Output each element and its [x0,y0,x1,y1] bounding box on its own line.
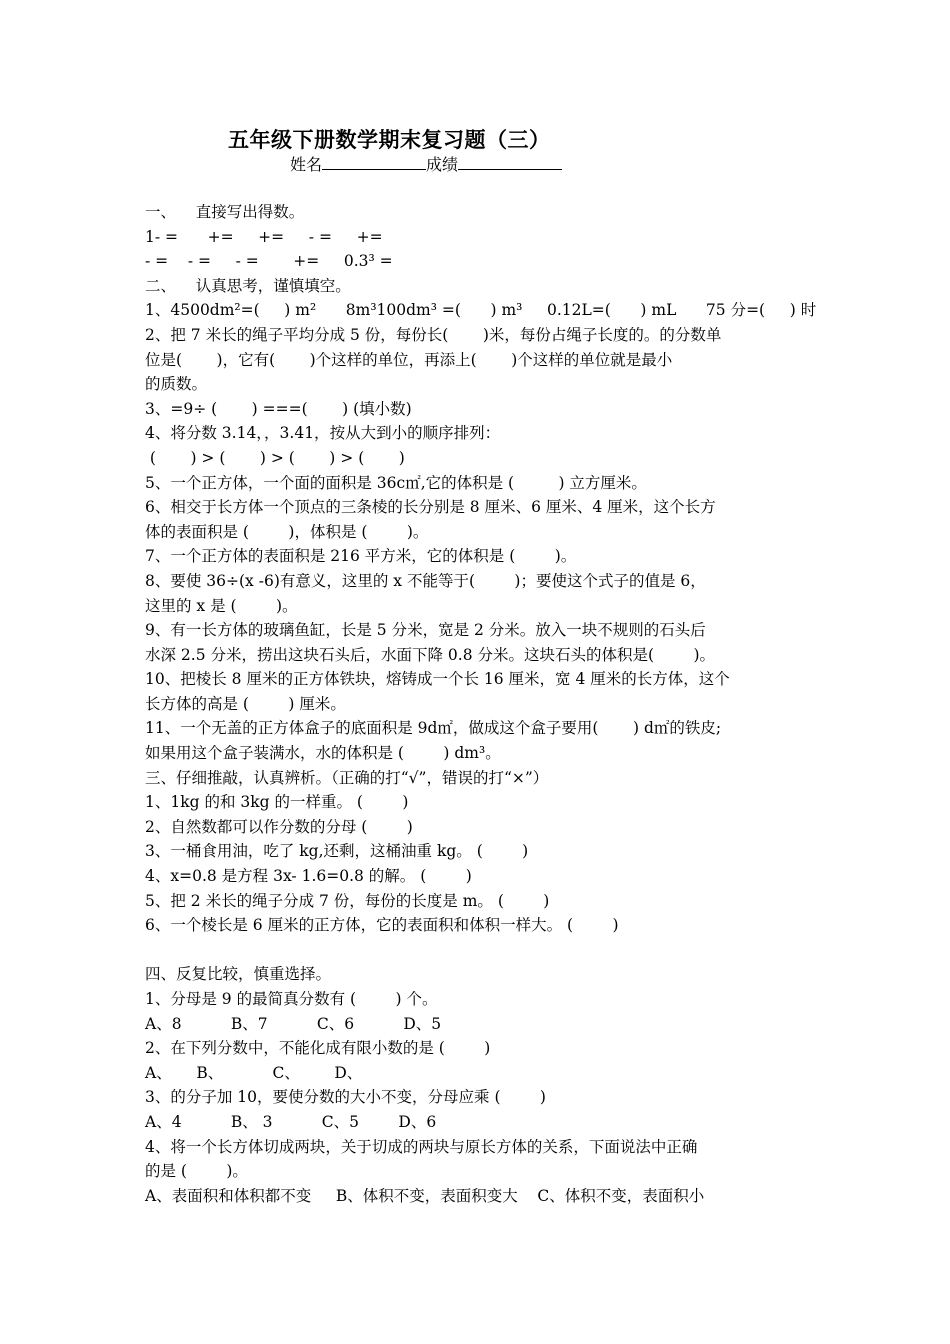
exam-line: A、 B、 C、 D、 [145,1063,363,1082]
exam-line: 1- = += += - = += [145,227,383,246]
exam-line: 二、 认真思考，谨慎填空。 [145,276,351,295]
exam-line: 1、1kg 的和 3kg 的一样重。 ( ) [145,793,409,812]
name-score-line [290,152,562,175]
exam-line: 的质数。 [145,375,208,394]
exam-line: 5、一个正方体，一个面的面积是 36c㎡,它的体积是 ( ) 立方厘米。 [145,473,647,492]
exam-line: 1、分母是 9 的最简真分数有 ( ) 个。 [145,990,438,1008]
exam-line: 的是 ( )。 [145,1162,248,1181]
exam-line: 4、将一个长方体切成两块，关于切成的两块与原长方体的关系，下面说法中正确 [145,1137,698,1156]
exam-line: 6、一个棱长是 6 厘米的正方体，它的表面积和体积一样大。 ( ) [145,916,619,935]
exam-line: 体的表面积是 ( )，体积是 ( )。 [145,522,429,541]
exam-body [145,200,815,1208]
exam-line: 2、把 7 米长的绳子平均分成 5 份，每份长( )米，每份占绳子长度的。的分数单 [145,325,722,344]
exam-line: 6、相交于长方体一个顶点的三条棱的长分别是 8 厘米、6 厘米、4 厘米，这个长方 [145,498,716,517]
exam-line: A、8 B、7 C、6 D、5 [145,1014,442,1033]
exam-line: 这里的 x 是 ( )。 [145,596,298,615]
exam-line [145,938,815,963]
exam-line: 9、有一长方体的玻璃鱼缸，长是 5 分米，宽是 2 分米。放入一块不规则的石头后 [145,621,706,640]
exam-line: 1、4500dm²=( ) m² 8m³100dm³ =( ) m³ 0.12L=( ) mL 75 分=( ) 时 [145,301,817,320]
exam-line: 3、=9÷ ( ) ===( ) (填小数) [145,399,412,418]
score-blank[interactable] [458,155,562,170]
exam-line: 8、要使 36÷(x -6)有意义，这里的 x 不能等于( )；要使这个式子的值是 6， [145,571,706,590]
exam-line: A、4 B、 3 C、5 D、6 [145,1112,437,1131]
exam-line: 如果用这个盒子装满水，水的体积是 ( ) dm³。 [145,744,501,763]
exam-line: 一、 直接写出得数。 [145,203,305,221]
name-blank[interactable] [322,155,426,170]
name-label: 姓名 [290,155,323,174]
exam-line: - = - = - = += 0.3³ = [145,252,393,271]
page-title: 五年级下册数学期末复习题（三） [228,128,551,152]
exam-line: 四、反复比较，慎重选择。 [145,965,332,984]
exam-line: ( ) > ( ) > ( ) > ( ) [145,448,405,467]
exam-line: 4、将分数 3.14，，3.41，按从大到小的顺序排列： [145,424,501,443]
exam-line: 7、一个正方体的表面积是 216 平方米，它的体积是 ( )。 [145,547,577,566]
exam-line: A、表面积和体积都不变 B、体积不变，表面积变大 C、体积不变，表面积小 [145,1186,705,1205]
exam-line: 位是( )，它有( )个这样的单位，再添上( )个这样的单位就是最小 [145,350,673,369]
exam-line: 3、的分子加 10，要使分数的大小不变，分母应乘 ( ) [145,1088,546,1107]
exam-line: 5、把 2 米长的绳子分成 7 份，每份的长度是 m。 ( ) [145,891,550,910]
exam-line: 4、x=0.8 是方程 3x- 1.6=0.8 的解。 ( ) [145,867,472,886]
exam-line: 3、一桶食用油，吃了 kg,还剩，这桶油重 kg。 ( ) [145,842,529,861]
exam-line: 三、仔细推敲，认真辨析。（正确的打“√”，错误的打“×”） [145,768,549,787]
exam-line: 2、自然数都可以作分数的分母 ( ) [145,817,413,836]
exam-line: 11、一个无盖的正方体盒子的底面积是 9d㎡，做成这个盒子要用( ) d㎡的铁皮; [145,719,722,738]
exam-line: 2、在下列分数中，不能化成有限小数的是 ( ) [145,1039,491,1058]
exam-line: 长方体的高是 ( ) 厘米。 [145,694,346,713]
exam-line: 10、把棱长 8 厘米的正方体铁块，熔铸成一个长 16 厘米，宽 4 厘米的长方体，这个 [145,670,730,689]
score-label: 成绩 [426,155,459,174]
exam-line: 水深 2.5 分米，捞出这块石头后，水面下降 0.8 分米。这块石头的体积是( )。 [145,645,716,664]
